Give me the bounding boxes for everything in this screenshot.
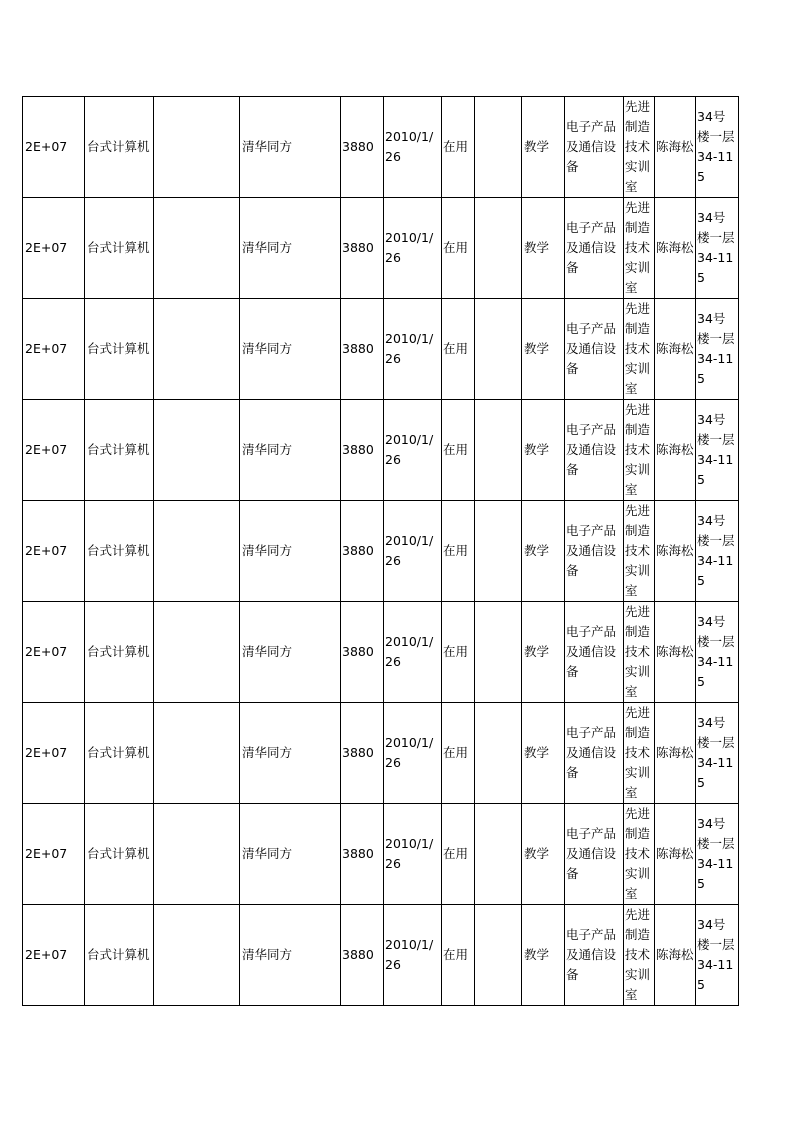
status-cell: 在用 — [442, 299, 475, 400]
lab-room-cell: 先进制造技术实训室 — [624, 400, 655, 501]
location-cell: 34号楼一层34-115 — [696, 198, 739, 299]
keeper-cell: 陈海松 — [655, 299, 696, 400]
empty-cell — [475, 905, 522, 1006]
spec-cell — [154, 804, 240, 905]
usage-cell: 教学 — [522, 501, 565, 602]
keeper-cell: 陈海松 — [655, 905, 696, 1006]
category-cell: 电子产品及通信设备 — [565, 501, 624, 602]
asset-id-cell: 2E+07 — [23, 602, 85, 703]
lab-room-cell: 先进制造技术实训室 — [624, 501, 655, 602]
brand-cell: 清华同方 — [240, 905, 341, 1006]
usage-cell: 教学 — [522, 804, 565, 905]
purchase-date-cell: 2010/1/26 — [384, 905, 442, 1006]
location-cell: 34号楼一层34-115 — [696, 905, 739, 1006]
price-cell: 3880 — [341, 703, 384, 804]
brand-cell: 清华同方 — [240, 804, 341, 905]
status-cell: 在用 — [442, 501, 475, 602]
table-row — [23, 198, 739, 299]
status-cell: 在用 — [442, 198, 475, 299]
status-cell: 在用 — [442, 97, 475, 198]
empty-cell — [475, 400, 522, 501]
item-name-cell: 台式计算机 — [85, 400, 154, 501]
table-row — [23, 299, 739, 400]
keeper-cell: 陈海松 — [655, 703, 696, 804]
item-name-cell: 台式计算机 — [85, 905, 154, 1006]
usage-cell: 教学 — [522, 905, 565, 1006]
item-name-cell: 台式计算机 — [85, 501, 154, 602]
asset-id-cell: 2E+07 — [23, 400, 85, 501]
spec-cell — [154, 198, 240, 299]
spec-cell — [154, 97, 240, 198]
empty-cell — [475, 198, 522, 299]
table-row — [23, 400, 739, 501]
asset-id-cell: 2E+07 — [23, 97, 85, 198]
empty-cell — [475, 703, 522, 804]
spec-cell — [154, 299, 240, 400]
keeper-cell: 陈海松 — [655, 97, 696, 198]
category-cell: 电子产品及通信设备 — [565, 602, 624, 703]
item-name-cell: 台式计算机 — [85, 97, 154, 198]
item-name-cell: 台式计算机 — [85, 804, 154, 905]
asset-id-cell: 2E+07 — [23, 198, 85, 299]
item-name-cell: 台式计算机 — [85, 602, 154, 703]
price-cell: 3880 — [341, 501, 384, 602]
table-row — [23, 501, 739, 602]
category-cell: 电子产品及通信设备 — [565, 198, 624, 299]
lab-room-cell: 先进制造技术实训室 — [624, 703, 655, 804]
location-cell: 34号楼一层34-115 — [696, 602, 739, 703]
price-cell: 3880 — [341, 400, 384, 501]
category-cell: 电子产品及通信设备 — [565, 299, 624, 400]
status-cell: 在用 — [442, 804, 475, 905]
empty-cell — [475, 97, 522, 198]
brand-cell: 清华同方 — [240, 602, 341, 703]
item-name-cell: 台式计算机 — [85, 703, 154, 804]
location-cell: 34号楼一层34-115 — [696, 400, 739, 501]
category-cell: 电子产品及通信设备 — [565, 804, 624, 905]
keeper-cell: 陈海松 — [655, 400, 696, 501]
lab-room-cell: 先进制造技术实训室 — [624, 198, 655, 299]
lab-room-cell: 先进制造技术实训室 — [624, 602, 655, 703]
usage-cell: 教学 — [522, 602, 565, 703]
asset-id-cell: 2E+07 — [23, 501, 85, 602]
spec-cell — [154, 501, 240, 602]
empty-cell — [475, 804, 522, 905]
price-cell: 3880 — [341, 97, 384, 198]
purchase-date-cell: 2010/1/26 — [384, 299, 442, 400]
spec-cell — [154, 400, 240, 501]
table-row — [23, 602, 739, 703]
location-cell: 34号楼一层34-115 — [696, 804, 739, 905]
purchase-date-cell: 2010/1/26 — [384, 703, 442, 804]
asset-table — [22, 96, 739, 1006]
purchase-date-cell: 2010/1/26 — [384, 804, 442, 905]
location-cell: 34号楼一层34-115 — [696, 97, 739, 198]
table-body — [23, 97, 739, 1006]
table-row — [23, 905, 739, 1006]
location-cell: 34号楼一层34-115 — [696, 299, 739, 400]
status-cell: 在用 — [442, 400, 475, 501]
asset-id-cell: 2E+07 — [23, 905, 85, 1006]
status-cell: 在用 — [442, 905, 475, 1006]
lab-room-cell: 先进制造技术实训室 — [624, 905, 655, 1006]
purchase-date-cell: 2010/1/26 — [384, 501, 442, 602]
spec-cell — [154, 703, 240, 804]
keeper-cell: 陈海松 — [655, 804, 696, 905]
usage-cell: 教学 — [522, 97, 565, 198]
asset-id-cell: 2E+07 — [23, 804, 85, 905]
spec-cell — [154, 905, 240, 1006]
table-row — [23, 804, 739, 905]
item-name-cell: 台式计算机 — [85, 299, 154, 400]
brand-cell: 清华同方 — [240, 501, 341, 602]
brand-cell: 清华同方 — [240, 97, 341, 198]
purchase-date-cell: 2010/1/26 — [384, 400, 442, 501]
keeper-cell: 陈海松 — [655, 501, 696, 602]
price-cell: 3880 — [341, 198, 384, 299]
brand-cell: 清华同方 — [240, 703, 341, 804]
price-cell: 3880 — [341, 602, 384, 703]
lab-room-cell: 先进制造技术实训室 — [624, 97, 655, 198]
empty-cell — [475, 299, 522, 400]
location-cell: 34号楼一层34-115 — [696, 501, 739, 602]
brand-cell: 清华同方 — [240, 400, 341, 501]
empty-cell — [475, 602, 522, 703]
location-cell: 34号楼一层34-115 — [696, 703, 739, 804]
item-name-cell: 台式计算机 — [85, 198, 154, 299]
purchase-date-cell: 2010/1/26 — [384, 602, 442, 703]
category-cell: 电子产品及通信设备 — [565, 905, 624, 1006]
lab-room-cell: 先进制造技术实训室 — [624, 804, 655, 905]
usage-cell: 教学 — [522, 703, 565, 804]
lab-room-cell: 先进制造技术实训室 — [624, 299, 655, 400]
usage-cell: 教学 — [522, 198, 565, 299]
usage-cell: 教学 — [522, 299, 565, 400]
status-cell: 在用 — [442, 602, 475, 703]
table-row — [23, 703, 739, 804]
category-cell: 电子产品及通信设备 — [565, 703, 624, 804]
category-cell: 电子产品及通信设备 — [565, 97, 624, 198]
price-cell: 3880 — [341, 804, 384, 905]
price-cell: 3880 — [341, 905, 384, 1006]
asset-id-cell: 2E+07 — [23, 299, 85, 400]
empty-cell — [475, 501, 522, 602]
category-cell: 电子产品及通信设备 — [565, 400, 624, 501]
brand-cell: 清华同方 — [240, 299, 341, 400]
keeper-cell: 陈海松 — [655, 602, 696, 703]
purchase-date-cell: 2010/1/26 — [384, 97, 442, 198]
price-cell: 3880 — [341, 299, 384, 400]
status-cell: 在用 — [442, 703, 475, 804]
asset-id-cell: 2E+07 — [23, 703, 85, 804]
purchase-date-cell: 2010/1/26 — [384, 198, 442, 299]
brand-cell: 清华同方 — [240, 198, 341, 299]
table-row — [23, 97, 739, 198]
keeper-cell: 陈海松 — [655, 198, 696, 299]
spec-cell — [154, 602, 240, 703]
usage-cell: 教学 — [522, 400, 565, 501]
